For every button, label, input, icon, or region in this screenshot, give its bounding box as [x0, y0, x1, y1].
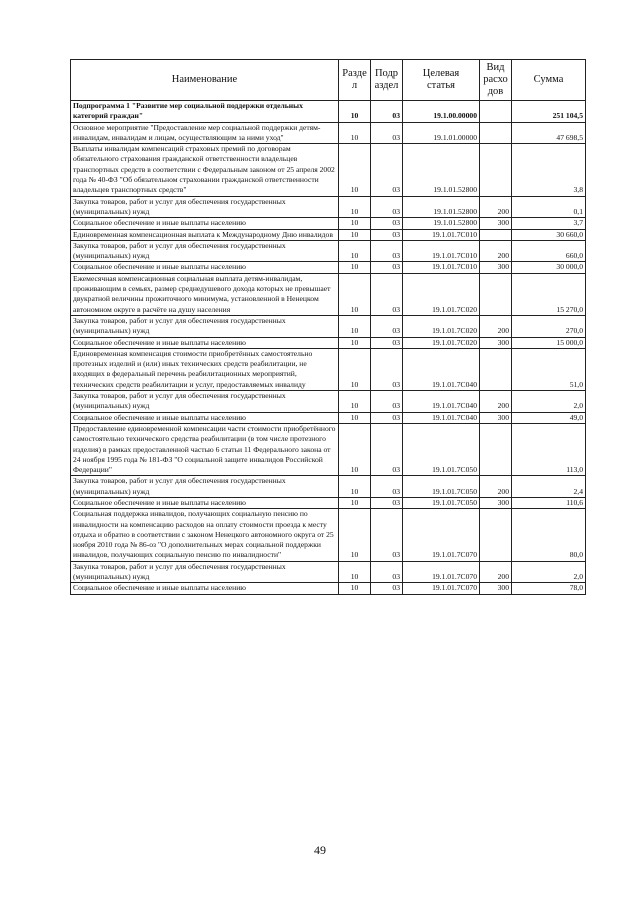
row-name: Основное мероприятие "Предоставление мер социальной поддержки детям-инвалидам, инвалидам и лицам, осуществляющим за ними уход" [71, 122, 339, 144]
row-name: Единовременная компенсация стоимости приобретённых самостоятельно протезных изделий и (или) иных технических средств реабилитации, не входящих в федеральный перечень реабилитационных мероприятий, технических средств реабилитации и услуг, предоставляемых инвалиду [71, 348, 339, 390]
row-expense-type: 200 [480, 476, 512, 498]
row-amount: 2,4 [512, 476, 586, 498]
row-expense-type: 200 [480, 240, 512, 262]
row-section: 10 [339, 273, 371, 315]
row-section: 10 [339, 476, 371, 498]
row-name: Социальное обеспечение и иные выплаты населению [71, 497, 339, 508]
row-subsection: 03 [371, 497, 403, 508]
row-target: 19.1.01.7С010 [403, 229, 480, 240]
row-name: Закупка товаров, работ и услуг для обеспечения государственных (муниципальных) нужд [71, 476, 339, 498]
row-expense-type: 200 [480, 196, 512, 218]
row-name: Закупка товаров, работ и услуг для обеспечения государственных (муниципальных) нужд [71, 561, 339, 583]
row-target: 19.1.01.7С050 [403, 476, 480, 498]
row-subsection: 03 [371, 337, 403, 348]
row-section: 10 [339, 412, 371, 423]
row-subsection: 03 [371, 122, 403, 144]
row-subsection: 03 [371, 196, 403, 218]
row-amount: 78,0 [512, 583, 586, 594]
row-subsection: 03 [371, 583, 403, 594]
row-target: 19.1.01.7С070 [403, 583, 480, 594]
row-target: 19.1.01.7С010 [403, 262, 480, 273]
row-amount: 3,8 [512, 144, 586, 196]
row-target: 19.1.01.7С010 [403, 240, 480, 262]
row-name: Социальное обеспечение и иные выплаты населению [71, 583, 339, 594]
table-row [71, 196, 586, 218]
row-target: 19.1.01.7С050 [403, 423, 480, 475]
row-expense-type: 300 [480, 218, 512, 229]
row-expense-type: 200 [480, 561, 512, 583]
row-amount: 47 698,5 [512, 122, 586, 144]
row-expense-type [480, 423, 512, 475]
row-section: 10 [339, 196, 371, 218]
row-subsection: 03 [371, 391, 403, 413]
row-section: 10 [339, 337, 371, 348]
row-target: 19.1.01.7С040 [403, 391, 480, 413]
row-expense-type: 200 [480, 315, 512, 337]
row-name: Выплаты инвалидам компенсаций страховых премий по договорам обязательного страхования гражданской ответственности владельцев транспортных средств в соответствии с Федеральным законом от 25 апреля 2002 года № 40-ФЗ "Об обязательном страховании гражданской ответственности владельцев транспортных средств" [71, 144, 339, 196]
row-target: 19.1.01.7С040 [403, 348, 480, 390]
row-name: Закупка товаров, работ и услуг для обеспечения государственных (муниципальных) нужд [71, 391, 339, 413]
row-name: Социальное обеспечение и иные выплаты населению [71, 412, 339, 423]
row-expense-type: 300 [480, 262, 512, 273]
row-subsection: 03 [371, 412, 403, 423]
row-subsection: 03 [371, 144, 403, 196]
table-row [71, 262, 586, 273]
row-amount: 270,0 [512, 315, 586, 337]
row-section: 10 [339, 144, 371, 196]
row-subsection: 03 [371, 315, 403, 337]
table-row [71, 476, 586, 498]
header-target: Целевая статья [403, 60, 480, 101]
row-section: 10 [339, 240, 371, 262]
row-amount: 51,0 [512, 348, 586, 390]
row-subsection: 03 [371, 509, 403, 561]
row-name: Подпрограмма 1 "Развитие мер социальной поддержки отдельных категорий граждан" [71, 101, 339, 123]
table-row [71, 509, 586, 561]
table-row [71, 423, 586, 475]
row-target: 19.1.01.7С070 [403, 561, 480, 583]
row-name: Предоставление единовременной компенсации части стоимости приобретённого самостоятельно технического средства реабилитации (в том числе протезного изделия) в рамках предоставленной частью 6 статьи 11 Федерального закона от 24 ноября 1995 года № 181-ФЗ "О социальной защите инвалидов Российской Федерации" [71, 423, 339, 475]
row-subsection: 03 [371, 476, 403, 498]
row-target: 19.1.01.7С050 [403, 497, 480, 508]
table-row [71, 337, 586, 348]
row-amount: 251 104,5 [512, 101, 586, 123]
table-row [71, 583, 586, 594]
header-name: Наименование [71, 60, 339, 101]
table-row [71, 101, 586, 123]
row-target: 19.1.01.7С020 [403, 337, 480, 348]
table-row [71, 348, 586, 390]
row-target: 19.1.01.52800 [403, 218, 480, 229]
row-amount: 660,0 [512, 240, 586, 262]
row-expense-type [480, 273, 512, 315]
header-section: Разде л [339, 60, 371, 101]
row-subsection: 03 [371, 229, 403, 240]
row-amount: 49,0 [512, 412, 586, 423]
row-section: 10 [339, 122, 371, 144]
table-row [71, 229, 586, 240]
table-header-row [71, 60, 586, 101]
row-name: Социальное обеспечение и иные выплаты населению [71, 262, 339, 273]
budget-table [70, 59, 586, 595]
row-name: Единовременная компенсационная выплата к Международному Дню инвалидов [71, 229, 339, 240]
table-row [71, 315, 586, 337]
row-amount: 15 270,0 [512, 273, 586, 315]
row-subsection: 03 [371, 348, 403, 390]
table-row [71, 240, 586, 262]
row-name: Закупка товаров, работ и услуг для обеспечения государственных (муниципальных) нужд [71, 196, 339, 218]
row-target: 19.1.01.52800 [403, 144, 480, 196]
table-row [71, 391, 586, 413]
header-subsection: Подр аздел [371, 60, 403, 101]
row-amount: 0,1 [512, 196, 586, 218]
table-row [71, 412, 586, 423]
header-expense-type: Вид расхо дов [480, 60, 512, 101]
row-section: 10 [339, 218, 371, 229]
row-amount: 15 000,0 [512, 337, 586, 348]
row-target: 19.1.01.52800 [403, 196, 480, 218]
page-number: 49 [314, 843, 326, 857]
row-name: Закупка товаров, работ и услуг для обеспечения государственных (муниципальных) нужд [71, 240, 339, 262]
row-expense-type [480, 144, 512, 196]
row-expense-type: 200 [480, 391, 512, 413]
row-target: 19.1.01.7С020 [403, 315, 480, 337]
row-expense-type [480, 509, 512, 561]
table-row [71, 122, 586, 144]
table-row [71, 561, 586, 583]
row-section: 10 [339, 348, 371, 390]
row-subsection: 03 [371, 423, 403, 475]
row-amount: 80,0 [512, 509, 586, 561]
row-name: Ежемесячная компенсационная социальная выплата детям-инвалидам, проживающим в семьях, размер среднедушевого дохода которых не превышает двукратной величины прожиточного минимума, установленной в Ненецком автономном округе в расчёте на душу населения [71, 273, 339, 315]
row-amount: 110,6 [512, 497, 586, 508]
row-name: Социальная поддержка инвалидов, получающих социальную пенсию по инвалидности на компенсацию расходов на оплату стоимости проезда к месту отдыха и обратно в соответствии с законом Ненецкого автономного округа от 25 ноября 2010 года № 86-оз "О дополнительных мерах социальной поддержки инвалидов, получающих социальную пенсию по инвалидности" [71, 509, 339, 561]
row-subsection: 03 [371, 101, 403, 123]
row-target: 19.1.01.7С070 [403, 509, 480, 561]
row-amount: 3,7 [512, 218, 586, 229]
row-section: 10 [339, 497, 371, 508]
row-section: 10 [339, 262, 371, 273]
row-target: 19.1.01.7С020 [403, 273, 480, 315]
row-subsection: 03 [371, 240, 403, 262]
row-subsection: 03 [371, 218, 403, 229]
row-amount: 2,0 [512, 391, 586, 413]
table-body [71, 101, 586, 595]
row-expense-type: 300 [480, 412, 512, 423]
row-expense-type: 300 [480, 497, 512, 508]
table-row [71, 273, 586, 315]
row-name: Социальное обеспечение и иные выплаты населению [71, 218, 339, 229]
row-target: 19.1.01.7С040 [403, 412, 480, 423]
row-section: 10 [339, 101, 371, 123]
row-section: 10 [339, 423, 371, 475]
row-section: 10 [339, 391, 371, 413]
row-amount: 30 000,0 [512, 262, 586, 273]
row-amount: 30 660,0 [512, 229, 586, 240]
row-amount: 2,0 [512, 561, 586, 583]
header-amount: Сумма [512, 60, 586, 101]
row-expense-type [480, 229, 512, 240]
row-name: Социальное обеспечение и иные выплаты населению [71, 337, 339, 348]
row-target: 19.1.01.00000 [403, 122, 480, 144]
table-row [71, 218, 586, 229]
row-subsection: 03 [371, 262, 403, 273]
row-expense-type [480, 348, 512, 390]
row-expense-type [480, 101, 512, 123]
row-section: 10 [339, 583, 371, 594]
row-section: 10 [339, 315, 371, 337]
row-subsection: 03 [371, 273, 403, 315]
row-expense-type [480, 122, 512, 144]
row-name: Закупка товаров, работ и услуг для обеспечения государственных (муниципальных) нужд [71, 315, 339, 337]
row-expense-type: 300 [480, 583, 512, 594]
row-section: 10 [339, 229, 371, 240]
row-subsection: 03 [371, 561, 403, 583]
row-section: 10 [339, 509, 371, 561]
row-section: 10 [339, 561, 371, 583]
row-amount: 113,0 [512, 423, 586, 475]
table-row [71, 144, 586, 196]
table-row [71, 497, 586, 508]
row-expense-type: 300 [480, 337, 512, 348]
row-target: 19.1.00.00000 [403, 101, 480, 123]
